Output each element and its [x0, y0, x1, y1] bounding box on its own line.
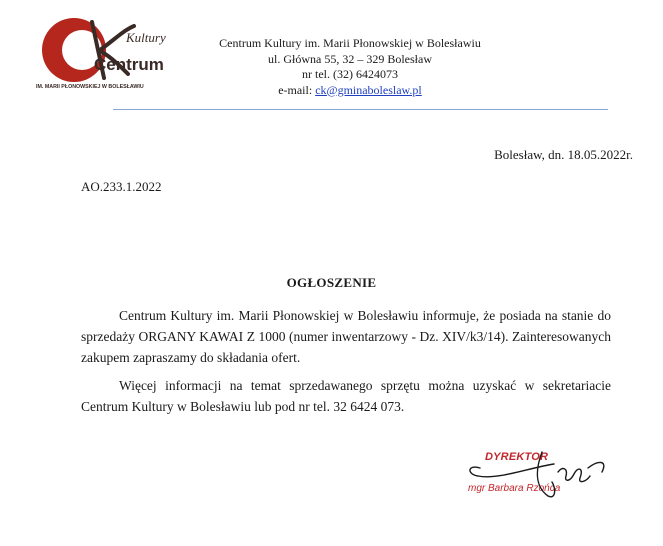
- header-line-address: ul. Główna 55, 32 – 329 Bolesław: [268, 51, 432, 66]
- email-link[interactable]: ck@gminaboleslaw.pl: [315, 82, 422, 97]
- organization-logo: [34, 12, 184, 100]
- signature-name: mgr Barbara Rzońca: [468, 483, 561, 494]
- header-line-phone: nr tel. (32) 6424073: [302, 67, 398, 81]
- header-line-name: Centrum Kultury im. Marii Płonowskiej w Bolesławiu: [219, 36, 481, 50]
- signature-block: [458, 438, 628, 508]
- handwritten-signature-icon: [458, 438, 628, 508]
- header-line-email: [190, 83, 510, 99]
- logo-word-centrum: Centrum: [94, 55, 164, 74]
- signature-role: DYREKTOR: [485, 451, 549, 463]
- notice-paragraph-1: Centrum Kultury im. Marii Płonowskiej w Bolesławiu informuje, że posiada na stanie do sprzedaży ORGANY KAWAI Z 1000 (numer inwentarzowy - Dz. XIV/k3/14). Zainteresowanych zakupem zapraszamy do składania ofert.: [81, 308, 611, 365]
- notice-paragraph-2: Więcej informacji na temat sprzedawanego sprzętu można uzyskać w sekretariacie Centrum Kultury w Bolesławiu lub pod nr tel. 32 6424 073.: [81, 378, 611, 414]
- place-and-date: Bolesław, dn. 18.05.2022r.: [494, 147, 633, 162]
- header-divider: [113, 109, 608, 110]
- notice-title: OGŁOSZENIE: [286, 275, 377, 290]
- logo-subtitle: IM. MARII PŁONOWSKIEJ W BOLESŁAWIU: [36, 84, 144, 90]
- email-label: e-mail:: [278, 82, 316, 97]
- letterhead: [190, 36, 510, 98]
- logo-word-kultury: Kultury: [126, 30, 166, 45]
- centrum-kultury-logo-icon: [34, 12, 184, 100]
- reference-number: AO.233.1.2022: [81, 179, 162, 194]
